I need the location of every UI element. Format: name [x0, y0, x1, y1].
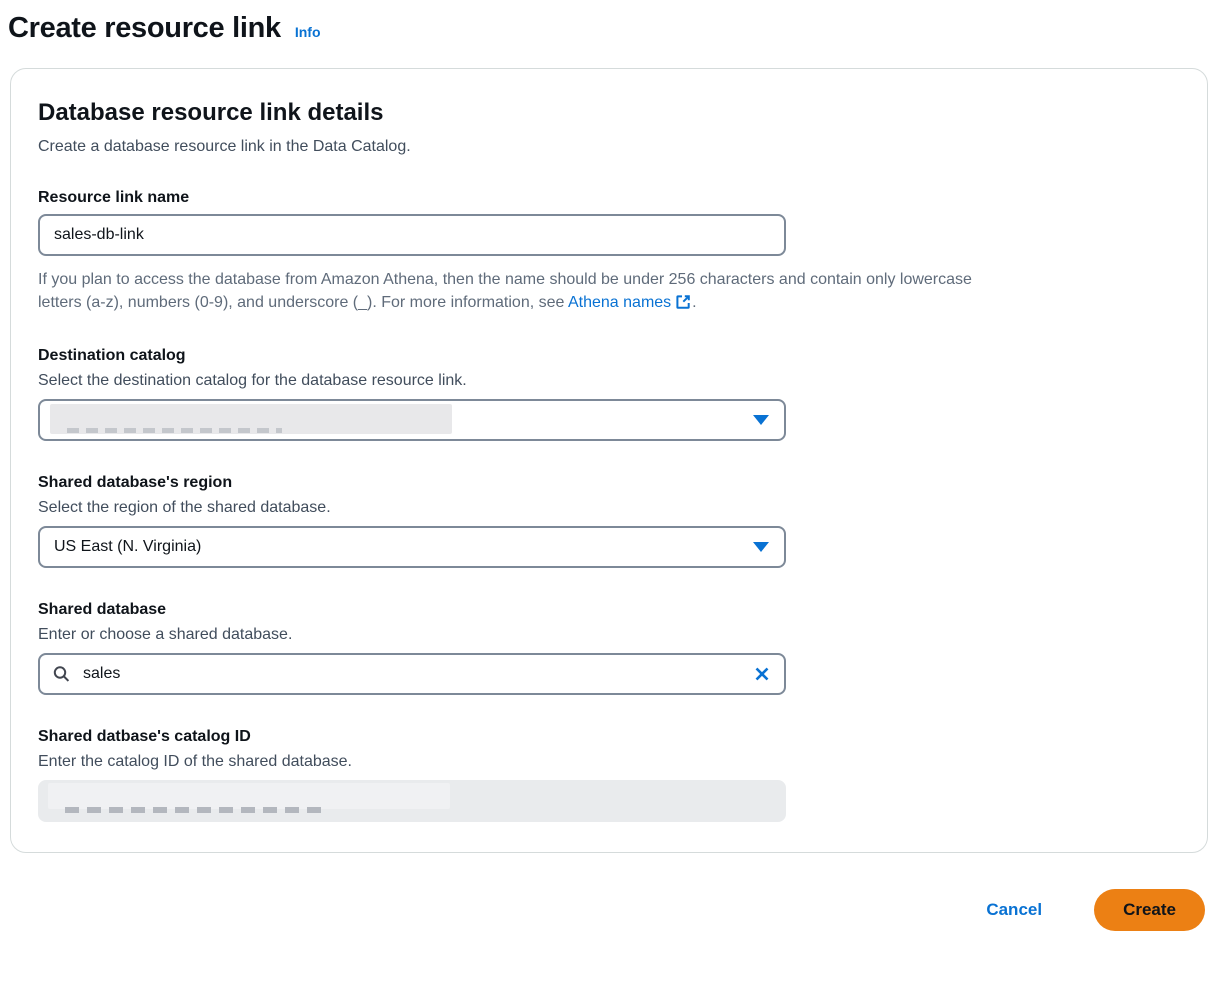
database-resource-link-details-panel — [10, 68, 1208, 853]
constraint-line2: letters (a-z), numbers (0-9), and underscore (_). For more information, see — [38, 294, 568, 311]
create-button[interactable]: Create — [1094, 889, 1205, 931]
chevron-down-caret-icon — [753, 415, 769, 425]
shared-database-region-value: US East (N. Virginia) — [54, 538, 202, 555]
shared-database-description: Enter or choose a shared database. — [38, 626, 293, 643]
shared-database-catalog-id-input — [38, 780, 786, 822]
clear-x-icon[interactable] — [751, 663, 773, 685]
search-icon — [52, 665, 71, 684]
constraint-suffix: . — [692, 294, 697, 311]
resource-link-name-constraint — [38, 268, 1158, 314]
shared-database-region-description: Select the region of the shared database. — [38, 499, 331, 516]
page-header — [0, 0, 1220, 45]
panel-title: Database resource link details — [38, 99, 384, 126]
shared-database-catalog-id-description: Enter the catalog ID of the shared database. — [38, 753, 352, 770]
destination-catalog-select[interactable] — [38, 399, 786, 441]
field-destination-catalog — [38, 347, 1180, 441]
field-shared-database-region — [38, 474, 1180, 568]
form-actions — [0, 889, 1205, 931]
redacted-value-remnant — [65, 807, 323, 813]
shared-database-label: Shared database — [38, 601, 167, 618]
chevron-down-caret-icon — [753, 542, 769, 552]
resource-link-name-control — [38, 214, 786, 256]
resource-link-name-label: Resource link name — [38, 189, 190, 206]
info-link[interactable]: Info — [294, 24, 321, 40]
shared-database-search-input[interactable] — [40, 655, 784, 693]
field-shared-database-catalog-id — [38, 728, 1180, 822]
external-link-icon[interactable] — [675, 294, 691, 310]
destination-catalog-description: Select the destination catalog for the database resource link. — [38, 372, 467, 389]
panel-description: Create a database resource link in the Data Catalog. — [38, 138, 411, 155]
shared-database-region-label: Shared database's region — [38, 474, 233, 491]
cancel-button[interactable]: Cancel — [980, 899, 1048, 921]
redacted-value — [48, 783, 450, 809]
constraint-line1: If you plan to access the database from Amazon Athena, then the name should be under 256 characters and contain only lowercase — [38, 271, 972, 288]
field-shared-database — [38, 601, 1180, 695]
field-resource-link-name — [38, 189, 1180, 314]
destination-catalog-label: Destination catalog — [38, 347, 186, 364]
resource-link-name-input[interactable] — [40, 216, 784, 254]
shared-database-search-control — [38, 653, 786, 695]
shared-database-catalog-id-label: Shared datbase's catalog ID — [38, 728, 251, 745]
athena-names-link[interactable]: Athena names — [567, 294, 672, 311]
shared-database-region-select[interactable] — [38, 526, 786, 568]
redacted-value-remnant — [67, 428, 282, 433]
page-title: Create resource link — [8, 12, 281, 44]
